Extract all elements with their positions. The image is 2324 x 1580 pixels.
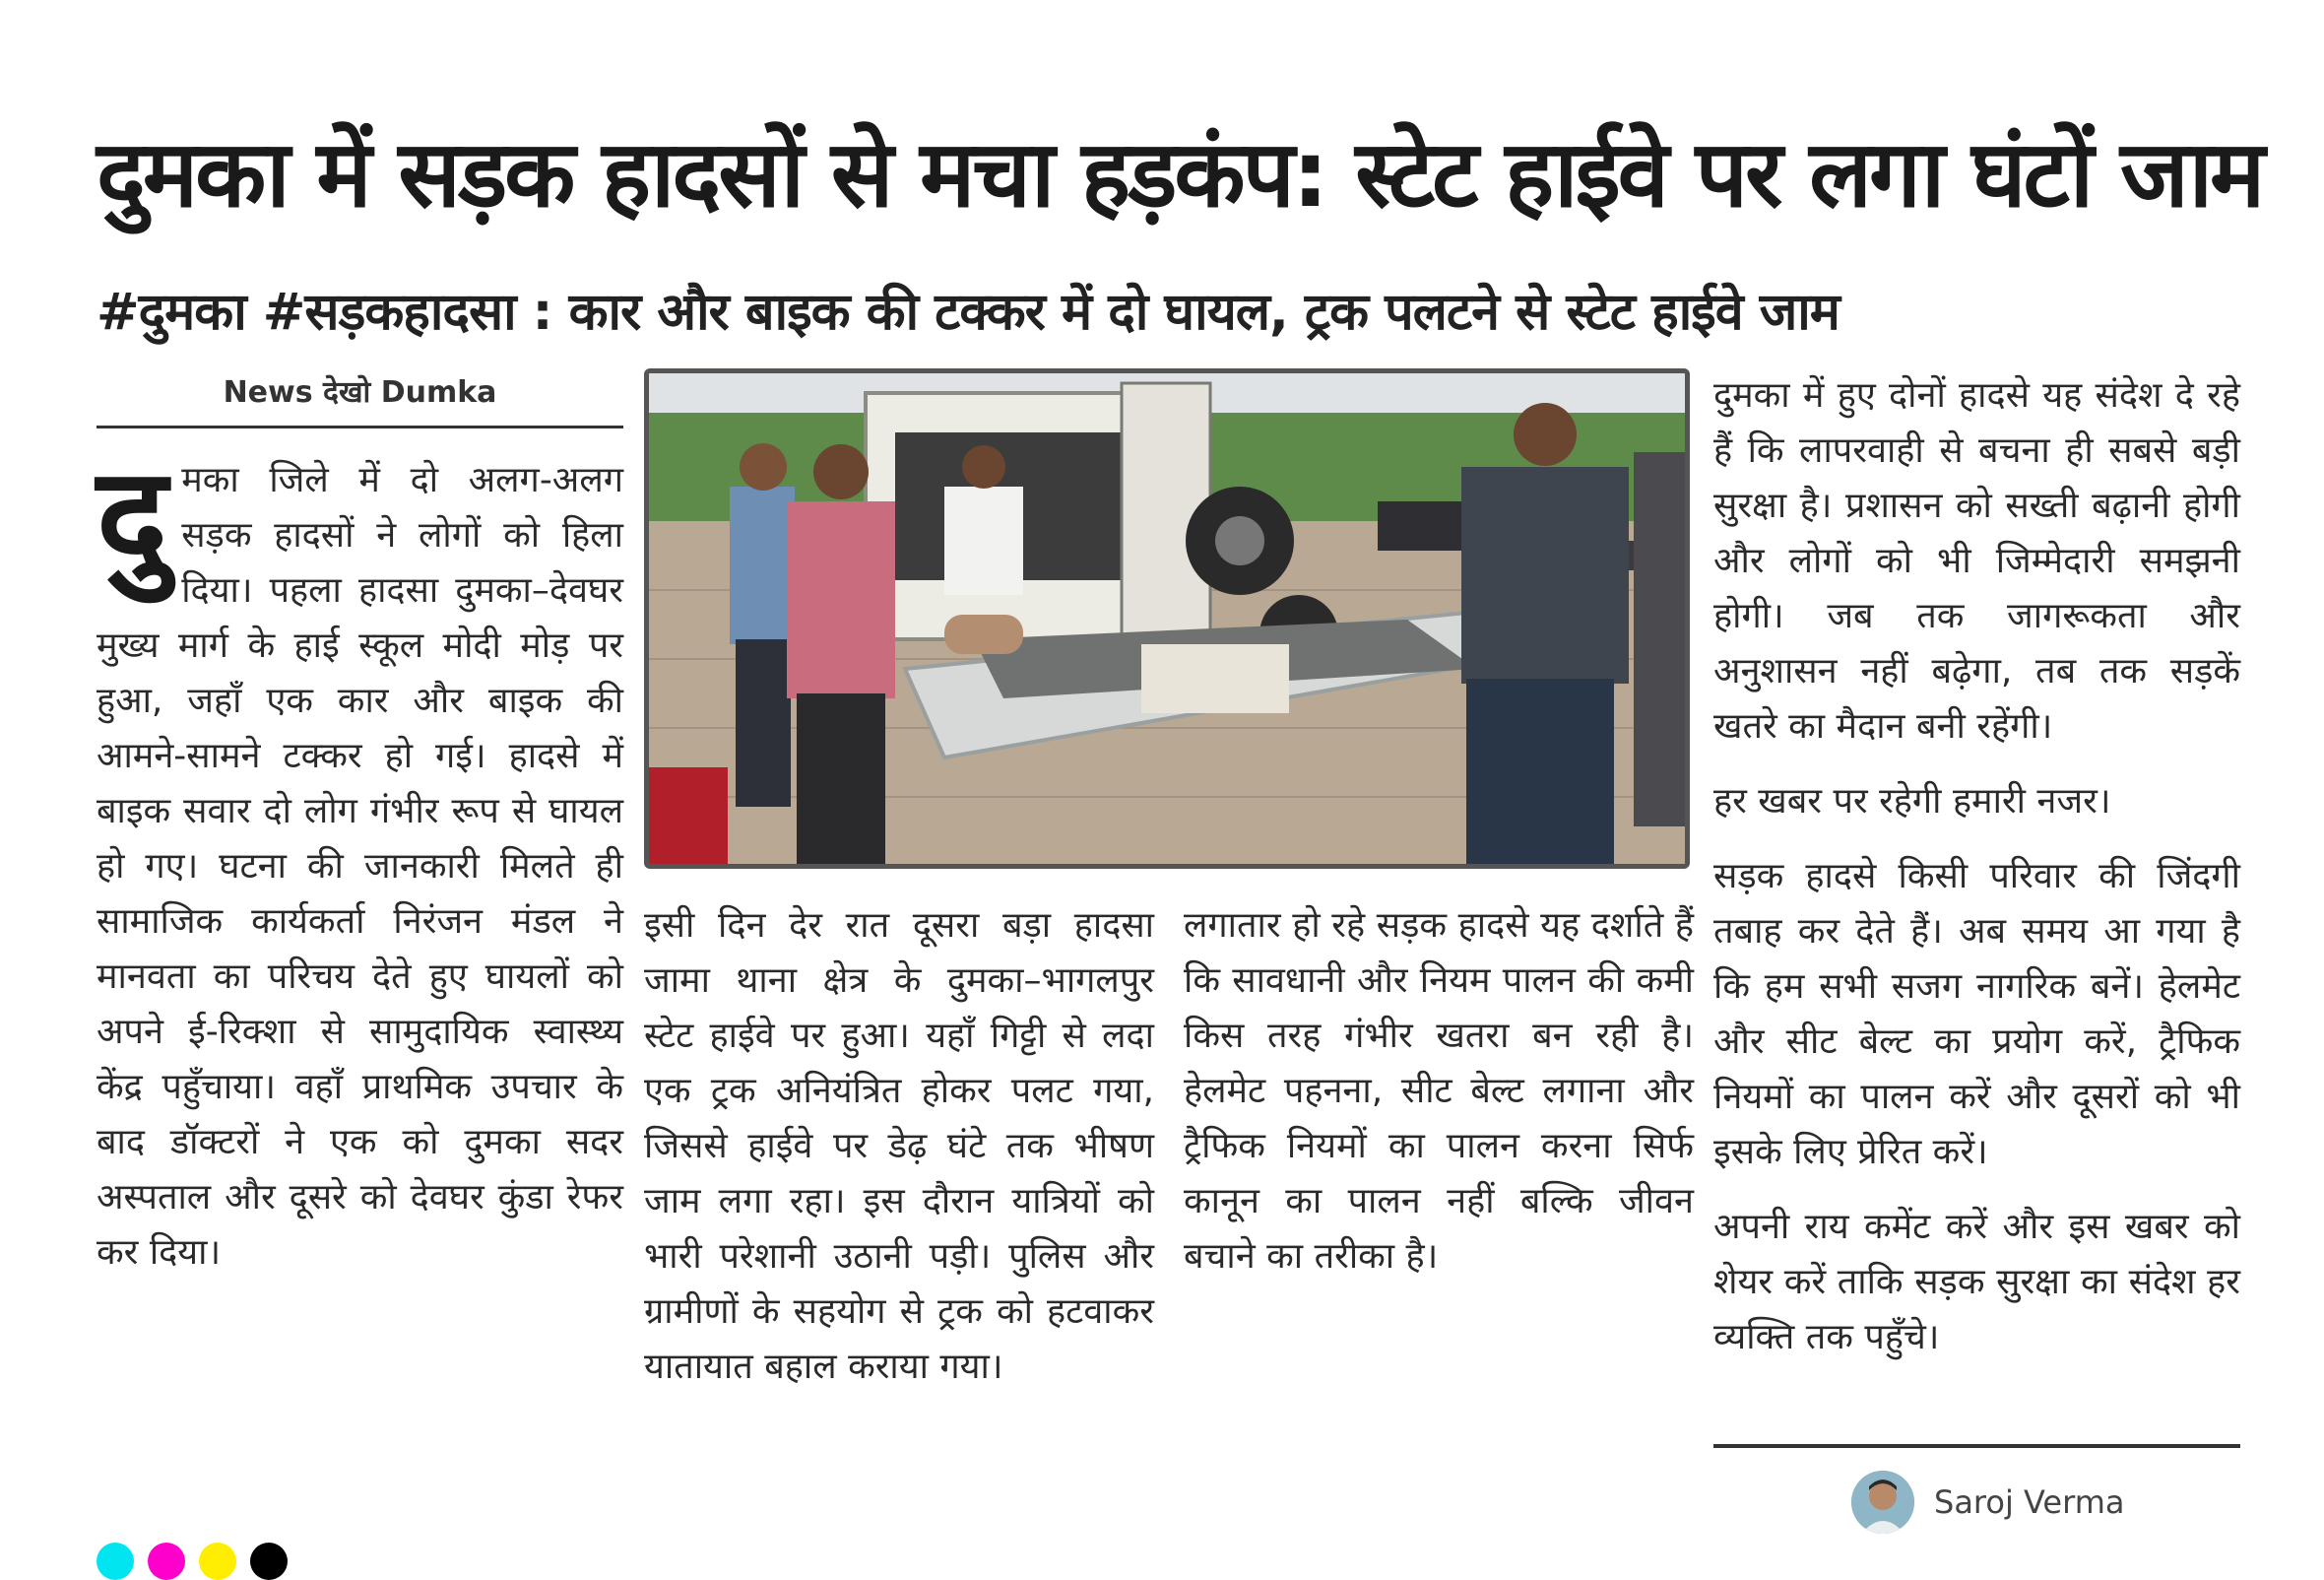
registration-dot-magenta xyxy=(148,1543,185,1580)
article-paragraph: लगातार हो रहे सड़क हादसे यह दर्शाते हैं कि सावधानी और नियम पालन की कमी किस तरह गंभीर खतरा बन रही है। हेलमेट पहनना, सीट बेल्ट लगाना और ट्रैफिक नियमों का पालन करना सिर्फ कानून का पालन नहीं बल्कि जीवन बचाने का तरीका है। xyxy=(1184,905,1694,1277)
author-name: Saroj Verma xyxy=(1934,1483,2125,1521)
byline: News देखो Dumka xyxy=(223,375,497,410)
article-end-divider xyxy=(1713,1444,2240,1448)
byline-divider xyxy=(97,426,623,428)
print-registration-marks xyxy=(97,1543,288,1580)
article-column-4 xyxy=(1713,368,2240,1385)
registration-dot-yellow xyxy=(199,1543,236,1580)
drop-cap: दु xyxy=(97,439,168,595)
paragraph-text: मका जिले में दो अलग-अलग सड़क हादसों ने लोगों को हिला दिया। पहला हादसा दुमका–देवघर मुख्य मार्ग के हाई स्कूल मोदी मोड़ पर हुआ, जहाँ एक कार और बाइक की आमने-सामने टक्कर हो गई। हादसे में बाइक सवार दो लोग गंभीर रूप से घायल हो गए। घटना की जानकारी मिलते ही सामाजिक कार्यकर्ता निरंजन मंडल ने मानवता का परिचय देते हुए घायलों को अपने ई-रिक्शा से सामुदायिक स्वास्थ्य केंद्र पहुँचाया। वहाँ प्राथमिक उपचार के बाद डॉक्टरों ने एक को दुमका सदर अस्पताल और दूसरे को देवघर कुंडा रेफर कर दिया। xyxy=(97,460,623,1273)
article-column-2 xyxy=(644,898,1154,1415)
subheadline: #दुमका #सड़कहादसा : कार और बाइक की टक्कर में दो घायल, ट्रक पलटने से स्टेट हाईवे जाम xyxy=(97,283,1840,342)
accident-scene-image xyxy=(649,373,1685,864)
article-paragraph xyxy=(97,439,623,1281)
avatar xyxy=(1851,1471,1914,1534)
author-avatar-image xyxy=(1851,1471,1914,1534)
article-paragraph: इसी दिन देर रात दूसरा बड़ा हादसा जामा थाना क्षेत्र के दुमका–भागलपुर स्टेट हाईवे पर हुआ। यहाँ गिट्टी से लदा एक ट्रक अनियंत्रित होकर पलट गया, जिससे हाईवे पर डेढ़ घंटे तक भीषण जाम लगा रहा। इस दौरान यात्रियों को भारी परेशानी उठानी पड़ी। पुलिस और ग्रामीणों के सहयोग से ट्रक को हटवाकर यातायात बहाल कराया गया। xyxy=(644,905,1154,1387)
registration-dot-cyan xyxy=(97,1543,134,1580)
author-credit xyxy=(1851,1468,2124,1537)
article-column-1 xyxy=(97,439,623,1300)
registration-dot-black xyxy=(250,1543,288,1580)
article-paragraph: दुमका में हुए दोनों हादसे यह संदेश दे रहे हैं कि लापरवाही से बचना ही सबसे बड़ी सुरक्षा है। प्रशासन को सख्ती बढ़ानी होगी और लोगों को भी जिम्मेदारी समझनी होगी। जब तक जागरूकता और अनुशासन नहीं बढ़ेगा, तब तक सड़कें खतरे का मैदान बनी रहेंगी। xyxy=(1713,375,2240,747)
news-photo xyxy=(644,368,1690,869)
article-paragraph: हर खबर पर रहेगी हमारी नजर। xyxy=(1713,781,2111,822)
article-paragraph: सड़क हादसे किसी परिवार की जिंदगी तबाह कर देते हैं। अब समय आ गया है कि हम सभी सजग नागरिक बनें। हेलमेट और सीट बेल्ट का प्रयोग करें, ट्रैफिक नियमों का पालन करें और दूसरों को भी इसके लिए प्रेरित करें। xyxy=(1713,856,2240,1172)
article-column-3 xyxy=(1184,898,1694,1304)
headline: दुमका में सड़क हादसों से मचा हड़कंप: स्टेट हाईवे पर लगा घंटों जाम xyxy=(97,121,2263,229)
article-paragraph: अपनी राय कमेंट करें और इस खबर को शेयर करें ताकि सड़क सुरक्षा का संदेश हर व्यक्ति तक पहुँचे। xyxy=(1713,1207,2240,1357)
